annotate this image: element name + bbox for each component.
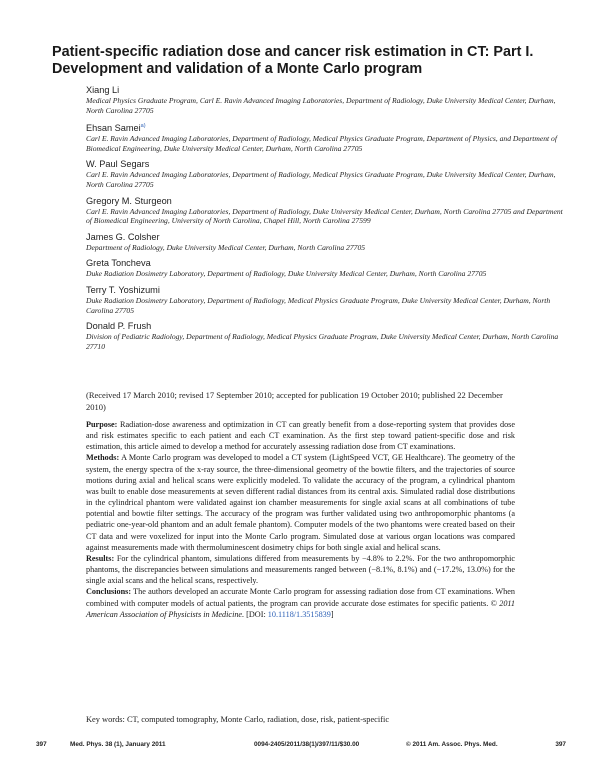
author-name: Ehsan Samei$^{a)}$ [86, 123, 146, 134]
author-affiliation: Duke Radiation Dosimetry Laboratory, Department of Radiology, Medical Physics Graduate Program, Duke University Medical Center, Durham, North Carolina 27705 [86, 296, 551, 315]
keywords: Key words: CT, computed tomography, Monte Carlo, radiation, dose, risk, patient-specific [86, 715, 390, 724]
author-block [86, 232, 566, 253]
results-text: For the cylindrical phantom, simulations differed from measurements by −4.8% to 2.2%. For the two anthropomorphic phantoms, the discrepancies between simulations and measurements ranged between (−8.1%, 8.1%) and (−17.2%, 13.0%) for the single axial scans and the helical scans, respectively. [86, 553, 516, 586]
author-affiliation: Carl E. Ravin Advanced Imaging Laboratories, Department of Radiology, Medical Physics Graduate Program, Duke University Medical Center, Durham, North Carolina 27705 [86, 170, 556, 190]
footer-page-left: 397 [36, 741, 47, 748]
author-name: Xiang Li [86, 85, 120, 95]
author-block [86, 159, 566, 189]
footnote-marker-link[interactable]: a) [140, 123, 146, 130]
abstract-conclusions [86, 586, 515, 619]
author-affiliation: Division of Pediatric Radiology, Department of Radiology, Medical Physics Graduate Program, Duke University Medical Center, Durham, North Carolina 27710 [86, 332, 559, 351]
author-name: Terry T. Yoshizumi [86, 285, 160, 295]
author-name: James G. Colsher [86, 231, 160, 242]
author-affiliation: Medical Physics Graduate Program, Carl E. Ravin Advanced Imaging Laboratories, Department of Radiology, Duke University Medical Center, Durham, North Carolina 27705 [86, 96, 556, 115]
doi-link[interactable]: 10.1118/1.3515839 [267, 609, 331, 619]
page-footer [36, 741, 566, 753]
abstract [86, 419, 515, 620]
author-block [86, 85, 566, 115]
results-label: Results: [86, 553, 115, 563]
author-name: Greta Toncheva [86, 258, 151, 269]
author-list [86, 85, 566, 357]
purpose-text: Radiation-dose awareness and optimization in CT can greatly benefit from a dose-reporting system that provides dose and risk estimates specific to each patient and each CT examination. As the first step toward patient-specific dose and risk estimation, this article aimed to develop a method for accurately assessing radiation dose from CT examinations. [86, 420, 515, 452]
author-name: Donald P. Frush [86, 321, 152, 332]
author-block [86, 258, 566, 279]
author-name: W. Paul Segars [86, 159, 150, 170]
author-affiliation: Carl E. Ravin Advanced Imaging Laboratories, Department of Radiology, Duke University Medical Center, Durham, North Carolina 27705 and Department of Biomedical Engineering, University of North Carolina, Chapel Hill, North Carolina 27599 [86, 206, 563, 226]
methods-text: A Monte Carlo program was developed to model a CT system (LightSpeed VCT, GE Healthcare). The geometry of the system, the energy spectra of the x-ray source, the three-dimensional geometry of the bowtie filters, and the trajectories of source motions during axial and helical scans were explicitly modeled. To validate the accuracy of the program, a cylindrical phantom was built to enable dose measurements at seven different radial distances from its central axis. Simulated radial dose distributions in the cylindrical phantom were validated against ion chamber measurements for single axial scans at all combinations of tube potential and bowtie filter settings. The accuracy of the program was further validated using two anthropomorphic phantoms (a pediatric one-year-old phantom and an adult female phantom). Computer models of the two phantoms were created based on their CT data and were voxelized for input into the Monte Carlo program. Simulated dose at various organ locations was compared against measurements made with thermoluminescent dosimetry chips for both single axial and helical scans. [86, 453, 515, 552]
author-block [86, 121, 566, 153]
copyright-notice: © 2011 American Association of Physicists in Medicine. [86, 598, 515, 619]
author-affiliation: Department of Radiology, Duke University Medical Center, Durham, North Carolina 27705 [86, 242, 366, 252]
conclusions-text: The authors developed an accurate Monte Carlo program for assessing radiation dose from CT examinations. When combined with computer models of actual patients, the program can provide accurate dose estimates for specific patients. [86, 587, 515, 608]
methods-label: Methods: [86, 453, 120, 463]
author-name: Gregory M. Sturgeon [86, 195, 172, 206]
conclusions-label: Conclusions: [86, 587, 132, 597]
footer-copyright: © 2011 Am. Assoc. Phys. Med. [406, 741, 498, 748]
purpose-label: Purpose: [86, 420, 118, 429]
footer-page-right: 397 [555, 741, 566, 748]
received-dates: (Received 17 March 2010; revised 17 September 2010; accepted for publication 19 October 2010; published 22 December 2010) [86, 390, 503, 412]
doi-prefix: [DOI: [246, 609, 266, 619]
abstract-methods [86, 452, 515, 552]
abstract-purpose [86, 419, 515, 452]
author-block [86, 285, 566, 315]
author-block [86, 196, 566, 226]
author-block [86, 321, 566, 351]
doi-suffix: ] [330, 609, 334, 619]
footer-journal: Med. Phys. 38 (1), January 2011 [70, 741, 166, 748]
abstract-results [86, 553, 515, 586]
author-affiliation: Duke Radiation Dosimetry Laboratory, Department of Radiology, Duke University Medical Center, Durham, North Carolina 27705 [86, 269, 487, 279]
author-affiliation: Carl E. Ravin Advanced Imaging Laboratories, Department of Radiology, Medical Physics Graduate Program, Department of Physics, and Department of Biomedical Engineering, Duke University Medical Center, Durham, North Carolina 27705 [86, 134, 557, 153]
footer-issn: 0094-2405/2011/38(1)/397/11/$30.00 [254, 741, 360, 748]
article-title: Patient-specific radiation dose and cancer risk estimation in CT: Part I. Development and validation of a Monte Carlo program [52, 44, 534, 77]
